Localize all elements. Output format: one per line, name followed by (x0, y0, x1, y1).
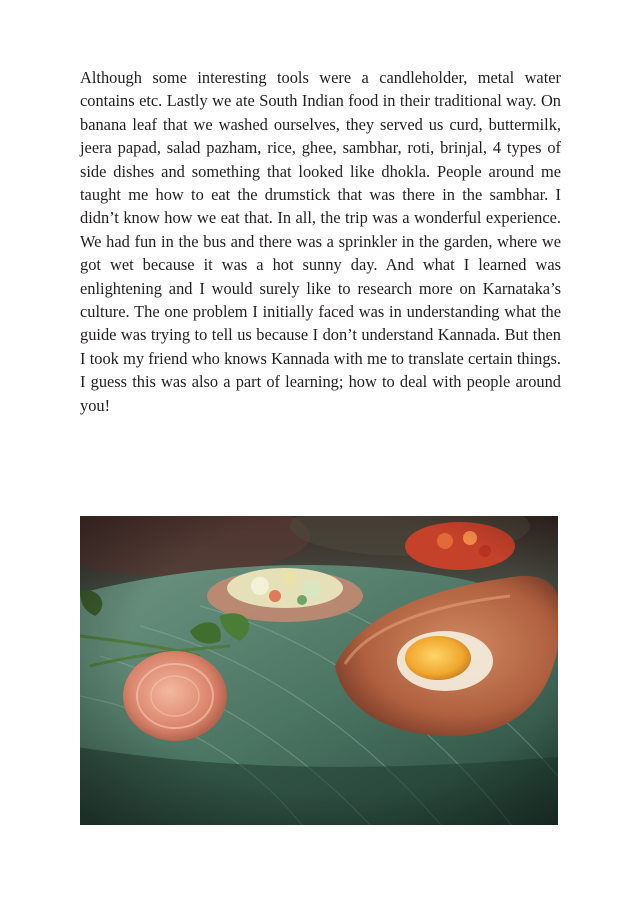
body-paragraph: Although some interesting tools were a candleholder, metal water contains etc. Lastly we ate South Indian food in their traditional way. On banana leaf that we washed ourselves, they served us curd, buttermilk, jeera papad, salad pazham, rice, ghee, sambhar, roti, brinjal, 4 types of side dishes and something that looked like dhokla. People around me taught me how to eat the drumstick that was there in the sambhar. I didn’t know how we eat that. In all, the trip was a wonderful experience. We had fun in the bus and there was a sprinkler in the garden, where we got wet because it was a hot sunny day. And what I learned was enlightening and I would surely like to research more on Karnataka’s culture. The one problem I initially faced was in understanding what the guide was trying to tell us because I don’t understand Kannada. But then I took my friend who knows Kannada with me to translate certain things. I guess this was also a part of learning; how to deal with people around you! (80, 68, 561, 415)
food-on-banana-leaf-illustration (80, 516, 558, 825)
food-photo (80, 516, 558, 825)
